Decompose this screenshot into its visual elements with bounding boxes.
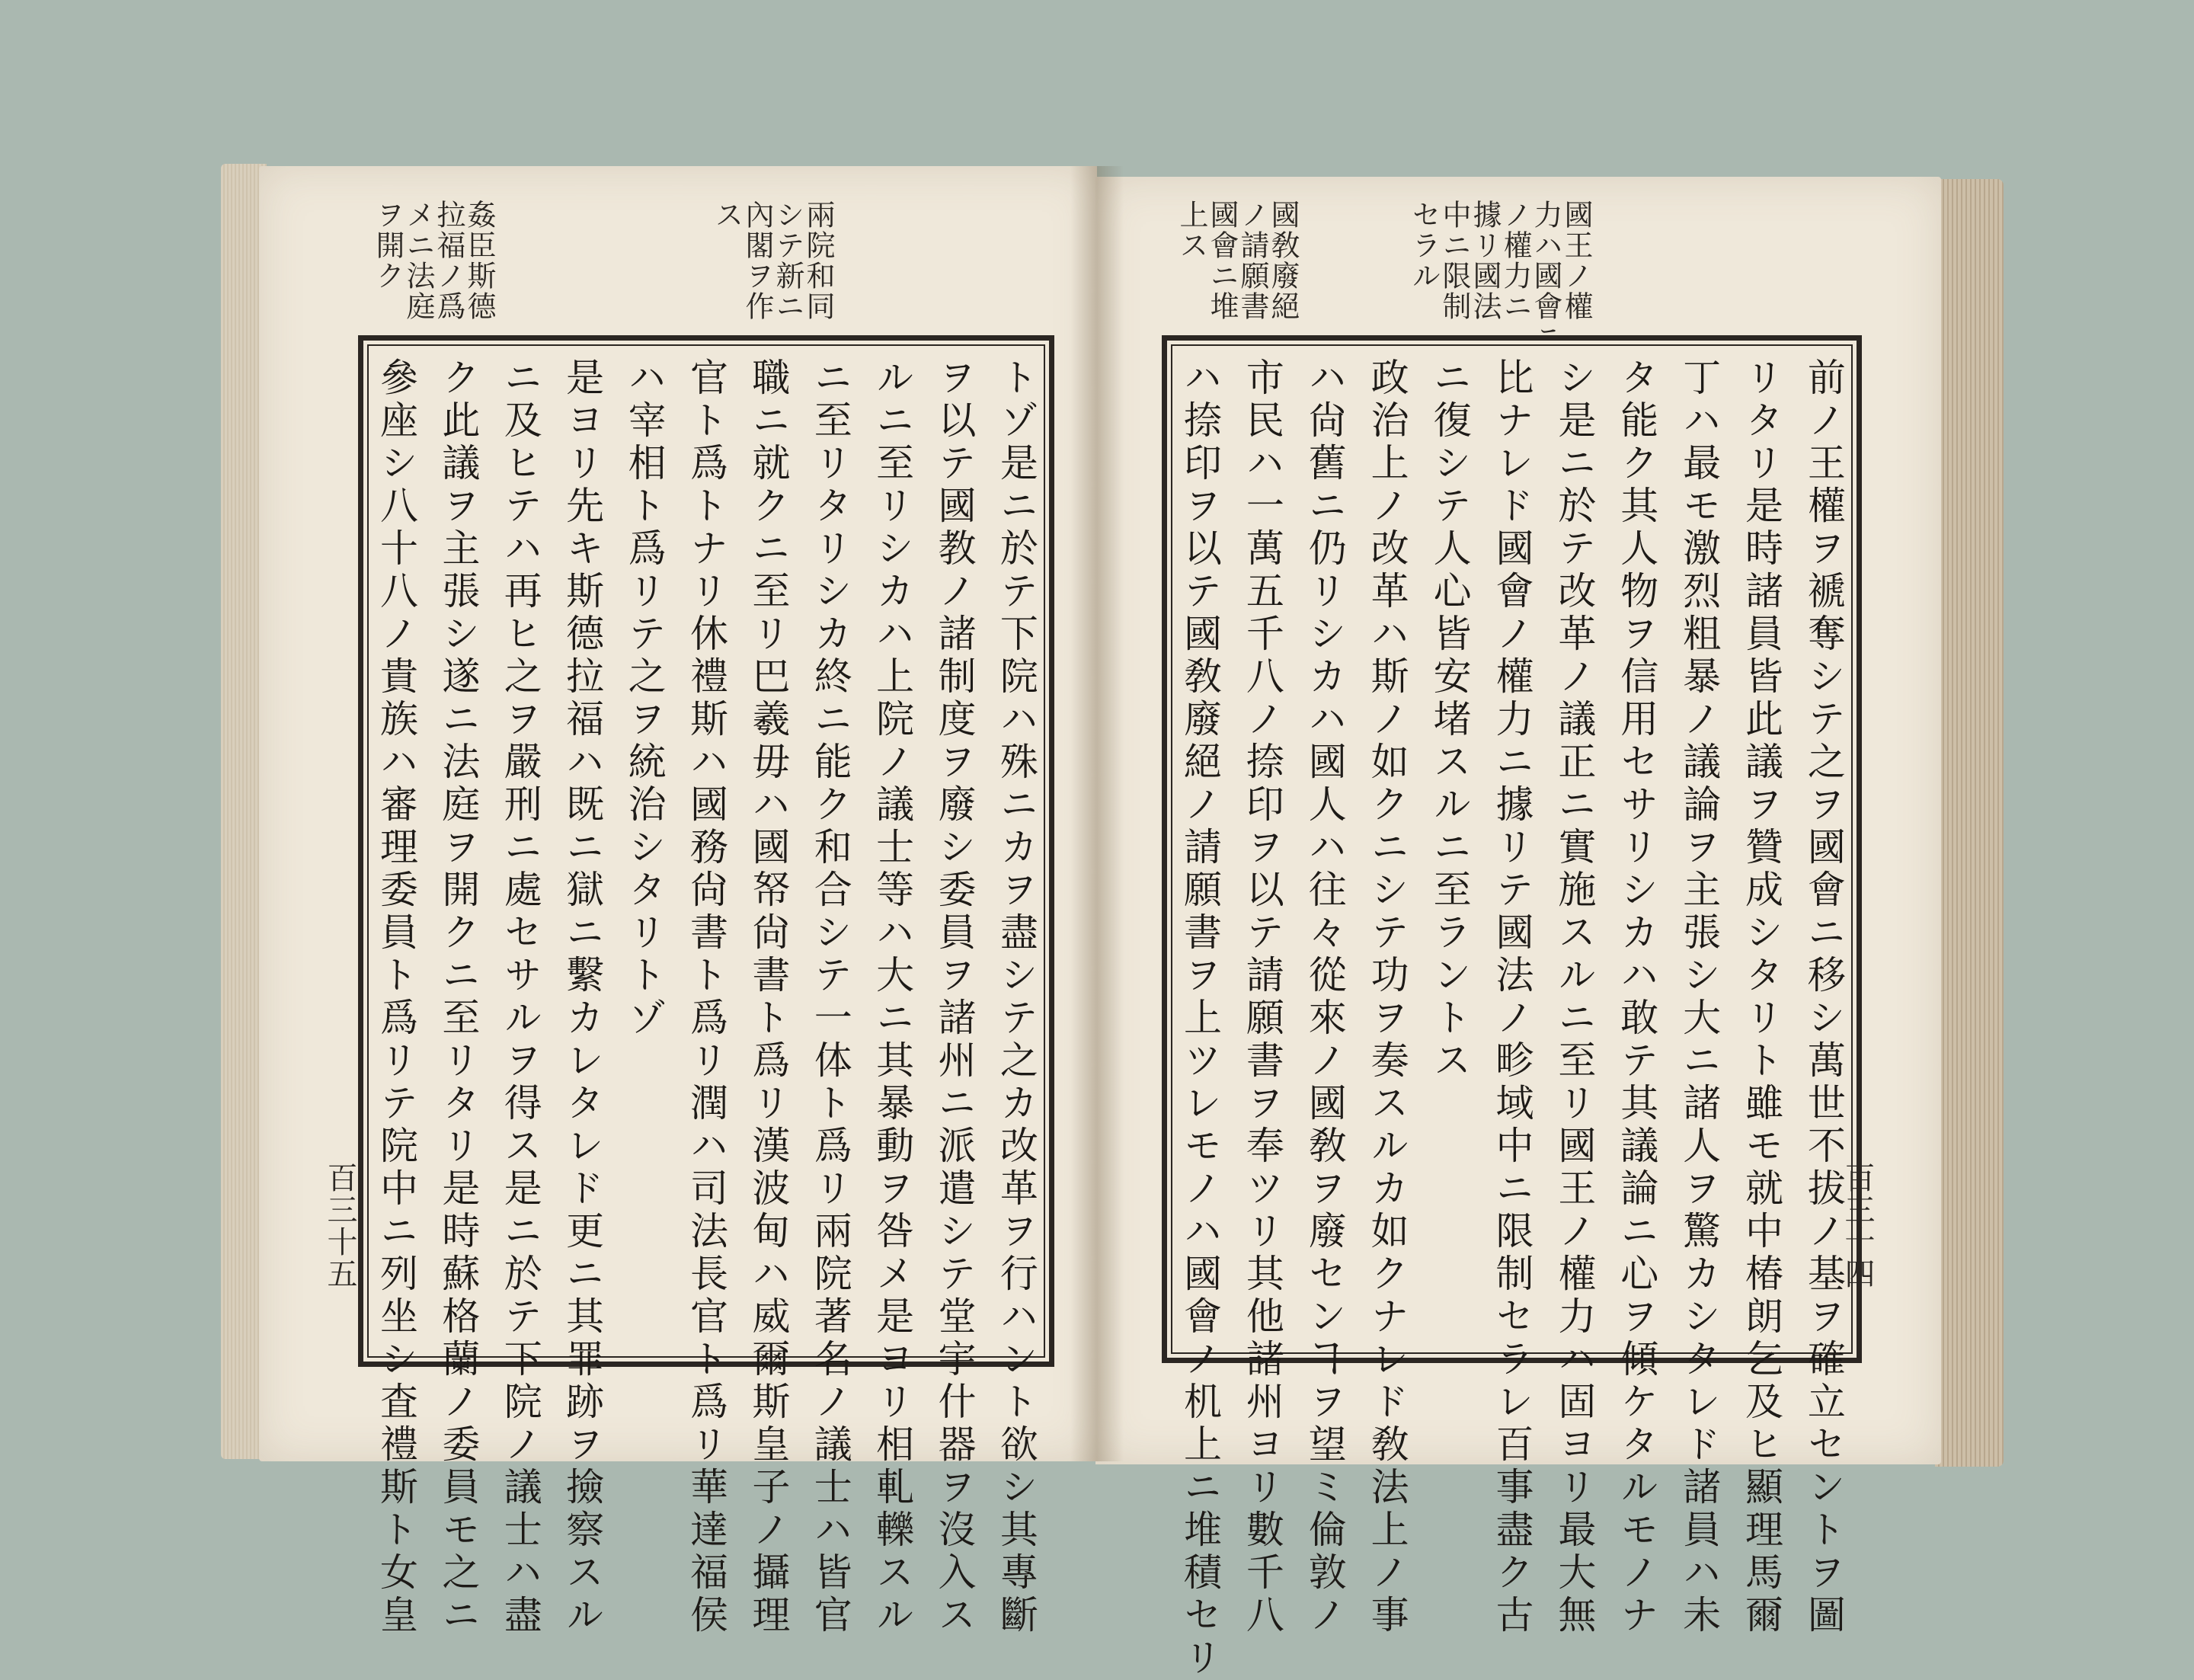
text-column: ニ及ヒテハ再ヒ之ヲ嚴刑ニ處セサルヲ得ス是ニ於テ下院ノ議士ハ盡 bbox=[497, 357, 542, 1637]
text-column: 前ノ王權ヲ褫奪シテ之ヲ國會ニ移シ萬世不拔ノ基ヲ確立セントヲ圖 bbox=[1801, 357, 1846, 1637]
headnote-royal-power bbox=[1409, 200, 1591, 352]
text-column: 丁ハ最モ激烈粗暴ノ議論ヲ主張シ大ニ諸人ヲ驚カシタレド諸員ハ未 bbox=[1677, 357, 1722, 1637]
text-column: ニ復シテ人心皆安堵スルニ至ラントス bbox=[1427, 357, 1472, 1083]
text-column: 市民ハ一萬五千八ノ捺印ヲ以テ請願書ヲ奉ツリ其他諸州ヨリ數千八 bbox=[1239, 357, 1284, 1637]
left-headnotes bbox=[373, 200, 494, 322]
text-column: ヲ以テ國教ノ諸制度ヲ廢シ委員ヲ諸州ニ派遣シテ堂宇什器ヲ沒入ス bbox=[932, 357, 977, 1637]
text-column: ハ尙舊ニ仍リシカハ國人ハ往々從來ノ國敎ヲ廢センヿヲ望ミ倫敦ノ bbox=[1302, 357, 1347, 1637]
right-page-edges bbox=[1935, 179, 2004, 1467]
headnote-line: メニ法庭 bbox=[401, 200, 435, 322]
headnote-line: 拉福ノ爲 bbox=[432, 200, 465, 322]
text-column: 比ナレド國會ノ權力ニ據リテ國法ノ畛域中ニ限制セラレ百事盡ク古 bbox=[1489, 357, 1534, 1637]
left-text-frame bbox=[358, 335, 1054, 1637]
headnote-line: 兩院和同 bbox=[801, 200, 835, 322]
right-headnotes-2 bbox=[1409, 200, 1591, 352]
headnote-line: 內閣ヲ作 bbox=[740, 200, 774, 322]
text-column: 職ニ就クニ至リ巴羲毋ハ國帑尙書ト爲リ漢波甸ハ威爾斯皇子ノ攝理 bbox=[746, 357, 791, 1637]
text-column: ルニ至リシカハ上院ノ議士等ハ大ニ其暴動ヲ咎メ是ヨリ相軋轢スル bbox=[870, 357, 915, 1637]
left-page-number: 百三十五 bbox=[322, 1162, 357, 1290]
book-gutter bbox=[1070, 166, 1124, 1461]
text-column: 參座シ八十八ノ貴族ハ審理委員ト爲リテ院中ニ列坐シ査禮斯ト女皇 bbox=[374, 357, 418, 1637]
text-column: トゾ是ニ於テ下院ハ殊ニカヲ盡シテ之カ改革ヲ行ハント欲シ其專斷 bbox=[993, 357, 1038, 1637]
headnote-line: シテ新ニ bbox=[771, 200, 804, 322]
headnote-line: ノ權力ニ bbox=[1498, 200, 1532, 322]
headnote-line: セラル bbox=[1407, 200, 1441, 291]
right-headnotes bbox=[1175, 200, 1300, 322]
headnote-line: ヲ開ク bbox=[371, 200, 405, 291]
headnote-church bbox=[1175, 200, 1300, 322]
text-column: タ能ク其人物ヲ信用セサリシカハ敢テ其議論ニ心ヲ傾ケタルモノナ bbox=[1614, 357, 1659, 1637]
headnote-line: 姦臣斯德 bbox=[462, 200, 496, 322]
headnote-line: 力ハ國會ニ bbox=[1529, 200, 1562, 352]
text-column: 官ト爲トナリ休禮斯ハ國務尙書ト爲リ潤ハ司法長官ト爲リ華達福侯 bbox=[683, 357, 728, 1637]
text-column: リタリ是時諸員皆此議ヲ贊成シタリト雖モ就中椿朗乞及ヒ顯理馬爾 bbox=[1739, 357, 1784, 1637]
text-column: ク此議ヲ主張シ遂ニ法庭ヲ開クニ至リタリ是時蘇格蘭ノ委員モ之ニ bbox=[436, 357, 481, 1637]
text-column: 是ヨリ先キ斯德拉福ハ既ニ獄ニ繫カレタレド更ニ其罪跡ヲ撿察スル bbox=[560, 357, 605, 1637]
text-column: ニ至リタリシカ終ニ能ク和合シテ一体ト爲リ兩院著名ノ議士ハ皆官 bbox=[808, 357, 852, 1637]
headnote-line: ス bbox=[710, 200, 744, 230]
headnote-line: 上ス bbox=[1175, 200, 1208, 261]
text-column: 政治上ノ改革ハ斯ノ如クニシテ功ヲ奏スルカ如クナレド敎法上ノ事 bbox=[1364, 357, 1409, 1637]
headnote-line: 國會ニ堆 bbox=[1205, 200, 1239, 322]
right-text-columns bbox=[1178, 357, 1846, 1680]
text-column: シ是ニ於テ改革ノ議正ニ實施スルニ至リ國王ノ權力ハ固ヨリ最大無 bbox=[1552, 357, 1597, 1637]
text-column: ハ捺印ヲ以テ國敎廢絕ノ請願書ヲ上ツレモノハ國會ノ机上ニ堆積セリ bbox=[1178, 357, 1222, 1680]
text-column: ハ宰相ト爲リテ之ヲ統治シタリトゾ bbox=[622, 357, 667, 1040]
left-headnotes-2 bbox=[712, 200, 833, 322]
right-text-frame bbox=[1162, 335, 1862, 1680]
right-page-number: 百三十四 bbox=[1840, 1162, 1875, 1290]
headnote-line: ノ請願書 bbox=[1236, 200, 1269, 322]
headnote-line: 據リ國法 bbox=[1468, 200, 1502, 322]
headnote-cabinet bbox=[712, 200, 833, 322]
headnote-line: 中ニ限制 bbox=[1438, 200, 1471, 322]
headnote-line: 國王ノ權 bbox=[1559, 200, 1593, 322]
headnote-line: 國敎廢絕 bbox=[1266, 200, 1300, 322]
left-text-columns bbox=[374, 357, 1038, 1637]
headnote-strafford bbox=[373, 200, 494, 322]
